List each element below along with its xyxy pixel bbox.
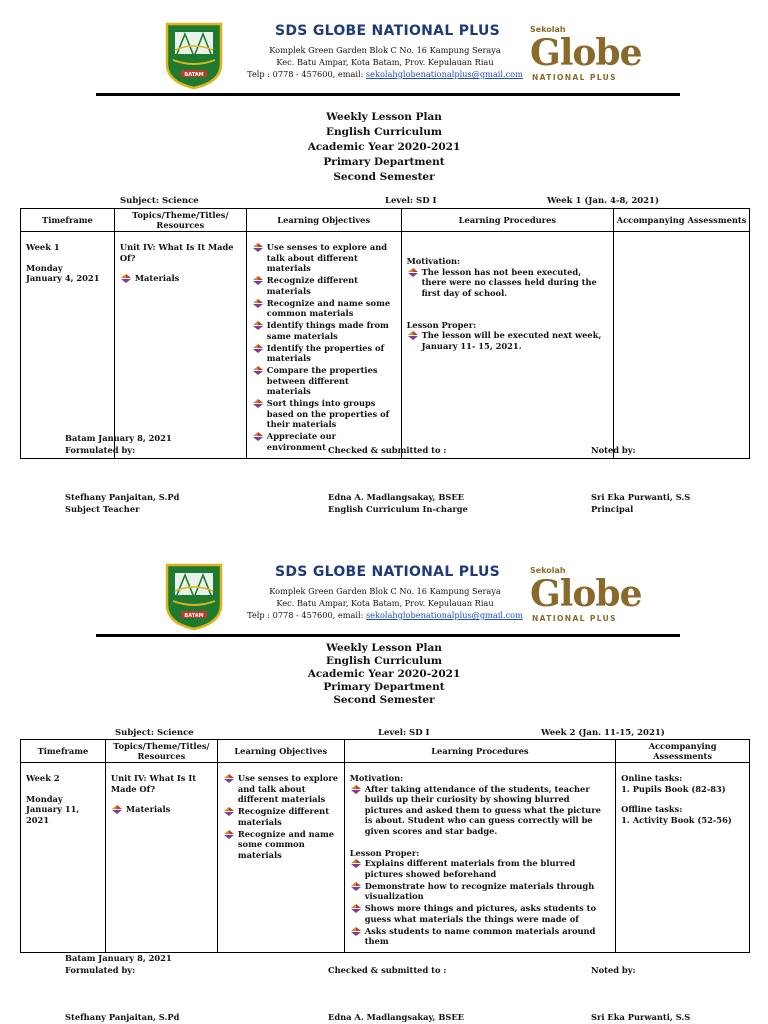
- objective-text: Compare the properties between different materials: [266, 365, 378, 396]
- date-text: January 4, 2021: [26, 273, 100, 283]
- online-tasks-label: Online tasks:: [621, 773, 683, 783]
- title-line: English Curriculum: [326, 126, 442, 138]
- list-item: [252, 365, 396, 397]
- incharge-name: Edna A. Madlangsakay, BSEE: [328, 492, 464, 502]
- topic-title: Unit IV: What Is It Made Of?: [119, 242, 234, 263]
- offline-tasks-list: [621, 815, 744, 826]
- title-line: Second Semester: [333, 171, 435, 183]
- title-line: English Curriculum: [326, 655, 442, 667]
- week-label: Week 1 (Jan. 4-8, 2021): [547, 196, 659, 206]
- table-header-row: [21, 209, 750, 232]
- formulated-label: Formulated by:: [65, 445, 136, 455]
- motivation-list: [407, 267, 609, 299]
- topic-title: Unit IV: What Is It Made Of?: [110, 773, 197, 794]
- date-text: January 11, 2021: [26, 804, 80, 825]
- day-name: Monday: [26, 793, 63, 804]
- logo-globe-text: Globe: [530, 573, 642, 615]
- bullet-icon: [408, 268, 418, 277]
- document-titles: [184, 110, 584, 185]
- header-rule: [96, 634, 680, 637]
- bullet-icon: [253, 366, 263, 375]
- header-procedures: Learning Procedures: [401, 209, 614, 232]
- logo-globe-text: Globe: [530, 32, 642, 74]
- lesson-proper-list: [407, 330, 609, 351]
- topics-cell: [105, 763, 217, 953]
- title-line: Primary Department: [323, 681, 445, 693]
- subject-label: Subject: Science: [120, 196, 199, 206]
- address-line-2: Kec. Batu Ampar, Kota Batam, Prov. Kepulauan Riau: [276, 598, 494, 608]
- header-topics: Topics/Theme/Titles/ Resources: [114, 209, 246, 232]
- procedure-text: The lesson has not been executed, there were no classes held during the first day of school.: [421, 266, 597, 298]
- lesson-proper-label: Lesson Proper:: [406, 319, 477, 330]
- subject-label: Subject: Science: [115, 728, 194, 738]
- objective-text: Use senses to explore and talk about different materials: [237, 773, 339, 804]
- objective-text: Recognize different materials: [237, 806, 330, 827]
- title-line: Academic Year 2020-2021: [307, 668, 461, 680]
- objective-text: Recognize different materials: [266, 275, 358, 296]
- address-line-2: Kec. Batu Ampar, Kota Batam, Prov. Kepulauan Riau: [276, 57, 494, 67]
- list-item: [120, 273, 241, 284]
- list-item: [252, 275, 396, 296]
- bullet-icon: [224, 830, 234, 839]
- procedure-text: The lesson will be executed next week, January 11- 15, 2021.: [421, 330, 602, 351]
- assessments-cell: [614, 232, 750, 459]
- phone-text: Telp : 0778 - 457600, email:: [247, 610, 366, 620]
- table-header-row: [21, 740, 750, 763]
- incharge-role: English Curriculum In-charge: [328, 504, 468, 514]
- teacher-name: Stefhany Panjaitan, S.Pd: [65, 1012, 180, 1022]
- title-line: Weekly Lesson Plan: [326, 111, 442, 123]
- contact-line: [240, 610, 530, 620]
- list-item: [407, 267, 609, 299]
- logo-sekolah-text: Sekolah: [530, 566, 566, 575]
- list-item: [252, 298, 396, 319]
- objective-text: Appreciate our environment: [266, 431, 336, 452]
- list-item: [252, 343, 396, 364]
- objectives-cell: [217, 763, 344, 953]
- header-objectives: Learning Objectives: [217, 740, 344, 763]
- timeframe-cell: [21, 763, 106, 953]
- phone-text: Telp : 0778 - 457600, email:: [247, 69, 366, 79]
- letterhead: [0, 0, 768, 100]
- lesson-plan-table: [20, 208, 750, 459]
- logo-national-plus-text: NATIONAL PLUS: [532, 614, 617, 623]
- table-row: [21, 232, 750, 459]
- list-item: [252, 398, 396, 430]
- bullet-icon: [112, 805, 122, 814]
- day-name: Monday: [26, 262, 63, 273]
- motivation-label: Motivation:: [349, 773, 404, 783]
- lesson-plan-table: [20, 739, 750, 953]
- bullet-icon: [351, 927, 361, 936]
- list-item: [223, 806, 339, 827]
- list-item: 1. Pupils Book (82-83): [621, 783, 726, 794]
- topics-cell: [114, 232, 246, 459]
- list-item: [252, 242, 396, 274]
- list-item: [350, 881, 610, 902]
- procedure-text: Asks students to name common materials around them: [364, 925, 596, 946]
- signoff-date: Batam January 8, 2021: [65, 953, 172, 963]
- header-assessments: Accompanying Assessments: [614, 209, 750, 232]
- principal-name: Sri Eka Purwanti, S.S: [591, 1012, 691, 1022]
- bullet-icon: [253, 432, 263, 441]
- procedure-text: Demonstrate how to recognize materials through visualization: [364, 880, 595, 901]
- bullet-icon: [351, 859, 361, 868]
- document-titles: [184, 642, 584, 707]
- header-objectives: Learning Objectives: [246, 209, 401, 232]
- crest-logo: [163, 561, 225, 631]
- contact-line: [240, 69, 530, 79]
- bullet-icon: [351, 904, 361, 913]
- title-line: Primary Department: [323, 156, 445, 168]
- header-procedures: Learning Procedures: [344, 740, 615, 763]
- objective-text: Identify the properties of materials: [266, 342, 385, 363]
- objectives-list: [252, 242, 396, 452]
- motivation-list: [350, 784, 610, 837]
- address-line-1: Komplek Green Garden Blok C No. 16 Kampung Seraya: [269, 586, 501, 596]
- list-item: [350, 858, 610, 879]
- topic-item: Materials: [134, 273, 180, 283]
- list-item: [111, 804, 212, 815]
- bullet-icon: [253, 344, 263, 353]
- header-timeframe: Timeframe: [21, 740, 106, 763]
- school-name: SDS GLOBE NATIONAL PLUS: [274, 23, 501, 39]
- bullet-icon: [253, 399, 263, 408]
- list-item: 1. Activity Book (52-56): [621, 814, 732, 825]
- list-item: [223, 773, 339, 805]
- formulated-label: Formulated by:: [65, 965, 136, 975]
- signoff-date: Batam January 8, 2021: [65, 433, 172, 443]
- online-tasks-list: [621, 784, 744, 795]
- checked-label: Checked & submitted to :: [328, 965, 447, 975]
- bullet-icon: [121, 274, 131, 283]
- objective-text: Use senses to explore and talk about different materials: [266, 242, 388, 273]
- incharge-name: Edna A. Madlangsakay, BSEE: [328, 1012, 464, 1022]
- objectives-cell: [246, 232, 401, 459]
- list-item: [350, 926, 610, 947]
- procedure-text: Explains different materials from the blurred pictures showed beforehand: [364, 858, 576, 879]
- procedures-cell: [344, 763, 615, 953]
- school-name: SDS GLOBE NATIONAL PLUS: [274, 564, 501, 580]
- bullet-icon: [253, 243, 263, 252]
- week-label: Week 2 (Jan. 11-15, 2021): [541, 728, 665, 738]
- header-topics: Topics/Theme/Titles/ Resources: [105, 740, 217, 763]
- crest-text: BATAM: [184, 72, 204, 78]
- bullet-icon: [253, 299, 263, 308]
- crest-text: BATAM: [184, 613, 204, 619]
- topic-list: [120, 273, 241, 284]
- principal-role: Principal: [591, 504, 634, 514]
- procedure-text: Shows more things and pictures, asks students to guess what materials the things were made of: [364, 903, 597, 924]
- lesson-proper-label: Lesson Proper:: [349, 847, 420, 858]
- bullet-icon: [408, 331, 418, 340]
- topic-item: Materials: [125, 804, 171, 814]
- objective-text: Recognize and name some common materials: [266, 297, 391, 318]
- bullet-icon: [351, 882, 361, 891]
- header-rule: [96, 93, 680, 96]
- header-assessments: Accompanying Assessments: [616, 740, 750, 763]
- level-label: Level: SD I: [385, 196, 437, 206]
- noted-label: Noted by:: [591, 445, 636, 455]
- list-item: [252, 320, 396, 341]
- objective-text: Identify things made from same materials: [266, 320, 389, 341]
- address-line-1: Komplek Green Garden Blok C No. 16 Kampung Seraya: [269, 45, 501, 55]
- lesson-proper-list: [350, 858, 610, 947]
- logo-national-plus-text: NATIONAL PLUS: [532, 73, 617, 82]
- table-row: [21, 763, 750, 953]
- procedures-cell: [401, 232, 614, 459]
- objective-text: Recognize and name some common materials: [237, 828, 335, 860]
- objective-text: Sort things into groups based on the properties of their materials: [266, 398, 390, 429]
- noted-label: Noted by:: [591, 965, 636, 975]
- week-number: Week 1: [26, 242, 60, 252]
- list-item: [223, 829, 339, 861]
- list-item: [350, 784, 610, 837]
- globe-logo: [530, 25, 642, 87]
- topic-list: [111, 804, 212, 815]
- bullet-icon: [224, 807, 234, 816]
- bullet-icon: [351, 785, 361, 794]
- motivation-label: Motivation:: [406, 256, 461, 266]
- week-number: Week 2: [26, 773, 60, 783]
- bullet-icon: [253, 276, 263, 285]
- checked-label: Checked & submitted to :: [328, 445, 447, 455]
- teacher-name: Stefhany Panjaitan, S.Pd: [65, 492, 180, 502]
- assessments-cell: [616, 763, 750, 953]
- title-line: Second Semester: [333, 694, 435, 706]
- bullet-icon: [224, 774, 234, 783]
- objectives-list: [223, 773, 339, 860]
- offline-tasks-label: Offline tasks:: [621, 804, 683, 814]
- crest-logo: [163, 20, 225, 90]
- level-label: Level: SD I: [378, 728, 430, 738]
- header-timeframe: Timeframe: [21, 209, 115, 232]
- title-line: Weekly Lesson Plan: [326, 642, 442, 654]
- logo-sekolah-text: Sekolah: [530, 25, 566, 34]
- globe-logo: [530, 566, 642, 628]
- procedure-text: After taking attendance of the students, teacher builds up their curiosity by showing blurred pictures and asked them to guess what the picture is about. Student who can guess correctly will be given scores and star badge.: [364, 783, 601, 836]
- teacher-role: Subject Teacher: [65, 504, 140, 514]
- title-line: Academic Year 2020-2021: [307, 141, 461, 153]
- list-item: [407, 330, 609, 351]
- timeframe-cell: [21, 232, 115, 459]
- bullet-icon: [253, 321, 263, 330]
- letterhead: [0, 541, 768, 641]
- email-link[interactable]: sekolahglobenationalplus@gmail.com: [365, 610, 523, 620]
- principal-name: Sri Eka Purwanti, S.S: [591, 492, 691, 502]
- list-item: [350, 903, 610, 924]
- email-link[interactable]: sekolahglobenationalplus@gmail.com: [365, 69, 523, 79]
